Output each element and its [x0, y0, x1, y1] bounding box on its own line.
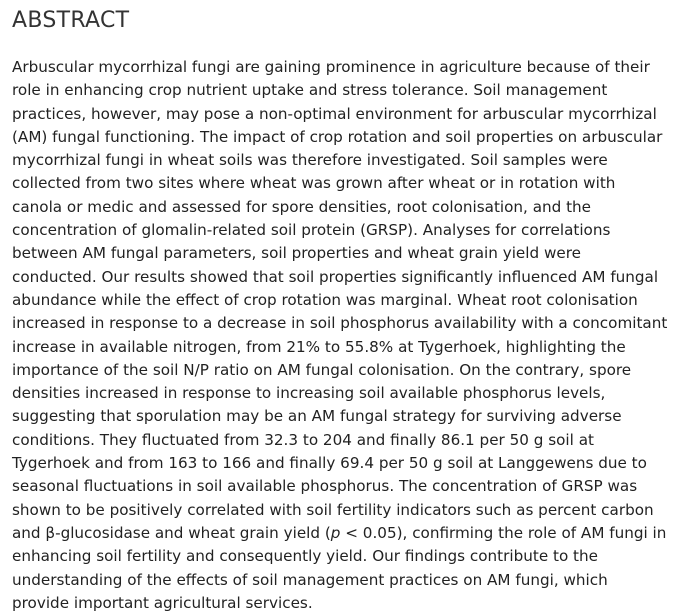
section-heading: ABSTRACT — [12, 8, 130, 33]
abstract-text-part-1: Arbuscular mycorrhizal fungi are gaining prominence in agriculture because of their role in enhancing crop nutrient uptake and stress tolerance. Soil management practices, however, may pose a non-optimal environment for arbuscular mycorrhizal (AM) fungal functioning. The impact of crop rotation and soil properties on arbuscular mycorrhizal fungi in wheat soils was therefore investigated. Soil samples were collected from two sites where wheat was grown after wheat or in rotation with canola or medic and assessed for spore densities, root colonisation, and the concentration of glomalin-related soil protein (GRSP). Analyses for correlations between AM fungal parameters, soil properties and wheat grain yield were conducted. Our results showed that soil properties significantly influenced AM fungal abundance while the effect of crop rotation was marginal. Wheat root colonisation increased in response to a decrease in soil phosphorus availability with a concomitant increase in available nitrogen, from 21% to 55.8% at Tygerhoek, highlighting the importance of the soil N/P ratio on AM fungal colonisation. On the contrary, spore densities increased in response to increasing soil available phosphorus levels, suggesting that sporulation may be an AM fungal strategy for surviving adverse conditions. They fluctuated from 32.3 to 204 and finally 86.1 per 50 g soil at Tygerhoek and from 163 to 166 and finally 69.4 per 50 g soil at Langgewens due to seasonal fluctuations in soil available phosphorus. The concentration of GRSP was shown to be positively correlated with soil fertility indicators such as percent carbon and β-glucosidase and wheat grain yield ( — [12, 58, 668, 542]
abstract-text-part-2: < 0.05), confirming the role of AM fungi in enhancing soil fertility and consequently yield. Our findings contribute to the understanding of the effects of soil management practices on AM fungi, which provide important agricultural services. — [12, 523, 667, 612]
p-value-symbol: p — [330, 523, 341, 542]
abstract-paragraph — [12, 56, 668, 615]
